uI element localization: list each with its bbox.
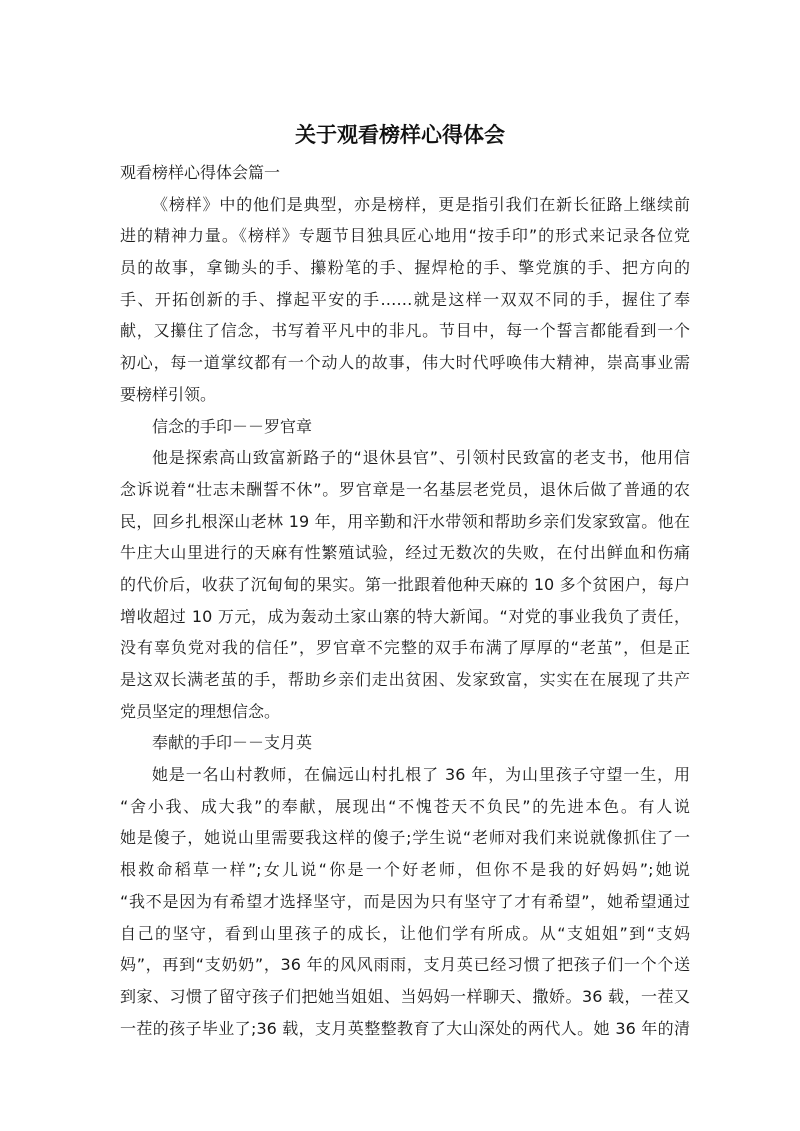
- paragraph-line: 念诉说着“壮志未酬誓不休”。罗官章是一名基层老党员，退休后做了普通的农: [120, 479, 690, 499]
- paragraph-line: 要榜样引领。: [120, 384, 217, 404]
- paragraph-line: 手、开拓创新的手、撑起平安的手……就是这样一双双不同的手，握住了奉: [120, 289, 690, 309]
- paragraph-line: 是这双长满老茧的手，帮助乡亲们走出贫困、发家致富，实实在在展现了共产: [120, 670, 690, 689]
- paragraph-line: 一茬的孩子毕业了;36 载，支月英整整教育了大山深处的两代人。她 36 年的清: [120, 1018, 690, 1038]
- section-heading: 信念的手印－－罗官章: [152, 416, 313, 436]
- paragraph-line: 民，回乡扎根深山老林 19 年，用辛勤和汗水带领和帮助乡亲们发家致富。他在: [120, 511, 690, 531]
- paragraph-line: 的代价后，收获了沉甸甸的果实。第一批跟着他种天麻的 10 多个贫困户，每户: [120, 574, 690, 594]
- paragraph-line: 到家、习惯了留守孩子们把她当姐姐、当妈妈一样聊天、撒娇。36 载，一茬又: [120, 986, 690, 1006]
- paragraph-line: 牛庄大山里进行的天麻有性繁殖试验，经过无数次的失败，在付出鲜血和伤痛: [120, 543, 690, 563]
- paragraph-line: 《榜样》中的他们是典型，亦是榜样，更是指引我们在新长征路上继续前: [152, 194, 690, 214]
- paragraph-line: “我不是因为有希望才选择坚守，而是因为只有坚守了才有希望”，她希望通过: [120, 891, 690, 911]
- paragraph-line: 他是探索高山致富新路子的“退休县官”、引领村民致富的老支书，他用信: [152, 448, 690, 468]
- paragraph-line: 初心，每一道掌纹都有一个动人的故事，伟大时代呼唤伟大精神，崇高事业需: [120, 353, 690, 373]
- page-title: 关于观看榜样心得体会: [295, 123, 505, 147]
- paragraph-line: “舍小我、成大我”的奉献，展现出“不愧苍天不负民”的先进本色。有人说: [120, 796, 690, 816]
- paragraph-line: 妈”，再到“支奶奶”，36 年的风风雨雨，支月英已经习惯了把孩子们一个个送: [120, 955, 690, 975]
- paragraph-line: 没有辜负党对我的信任”，罗官章不完整的双手布满了厚厚的“老茧”，但是正: [120, 638, 690, 658]
- document-body: [120, 157, 690, 1044]
- paragraph-line: 增收超过 10 万元，成为轰动土家山寨的特大新闻。“对党的事业我负了责任，: [120, 606, 690, 626]
- section-subtitle: 观看榜样心得体会篇一: [120, 163, 281, 182]
- paragraph-line: 自己的坚守，看到山里孩子的成长，让他们学有所成。从“支姐姐”到“支妈: [120, 923, 690, 943]
- paragraph-line: 进的精神力量。《榜样》专题节目独具匠心地用“按手印”的形式来记录各位党: [120, 226, 690, 246]
- paragraph-line: 她是一名山村教师，在偏远山村扎根了 36 年，为山里孩子守望一生，用: [152, 765, 690, 785]
- paragraph-line: 献，又攥住了信念，书写着平凡中的非凡。节目中，每一个誓言都能看到一个: [120, 321, 690, 341]
- paragraph-line: 员的故事，拿锄头的手、攥粉笔的手、握焊枪的手、擎党旗的手、把方向的: [120, 258, 690, 278]
- section-heading: 奉献的手印－－支月英: [152, 733, 313, 753]
- paragraph-line: 党员坚定的理想信念。: [120, 701, 281, 721]
- paragraph-line: 她是傻子，她说山里需要我这样的傻子;学生说“老师对我们来说就像抓住了一: [120, 828, 690, 848]
- paragraph-line: 根救命稻草一样”;女儿说“你是一个好老师，但你不是我的好妈妈”;她说: [120, 860, 690, 880]
